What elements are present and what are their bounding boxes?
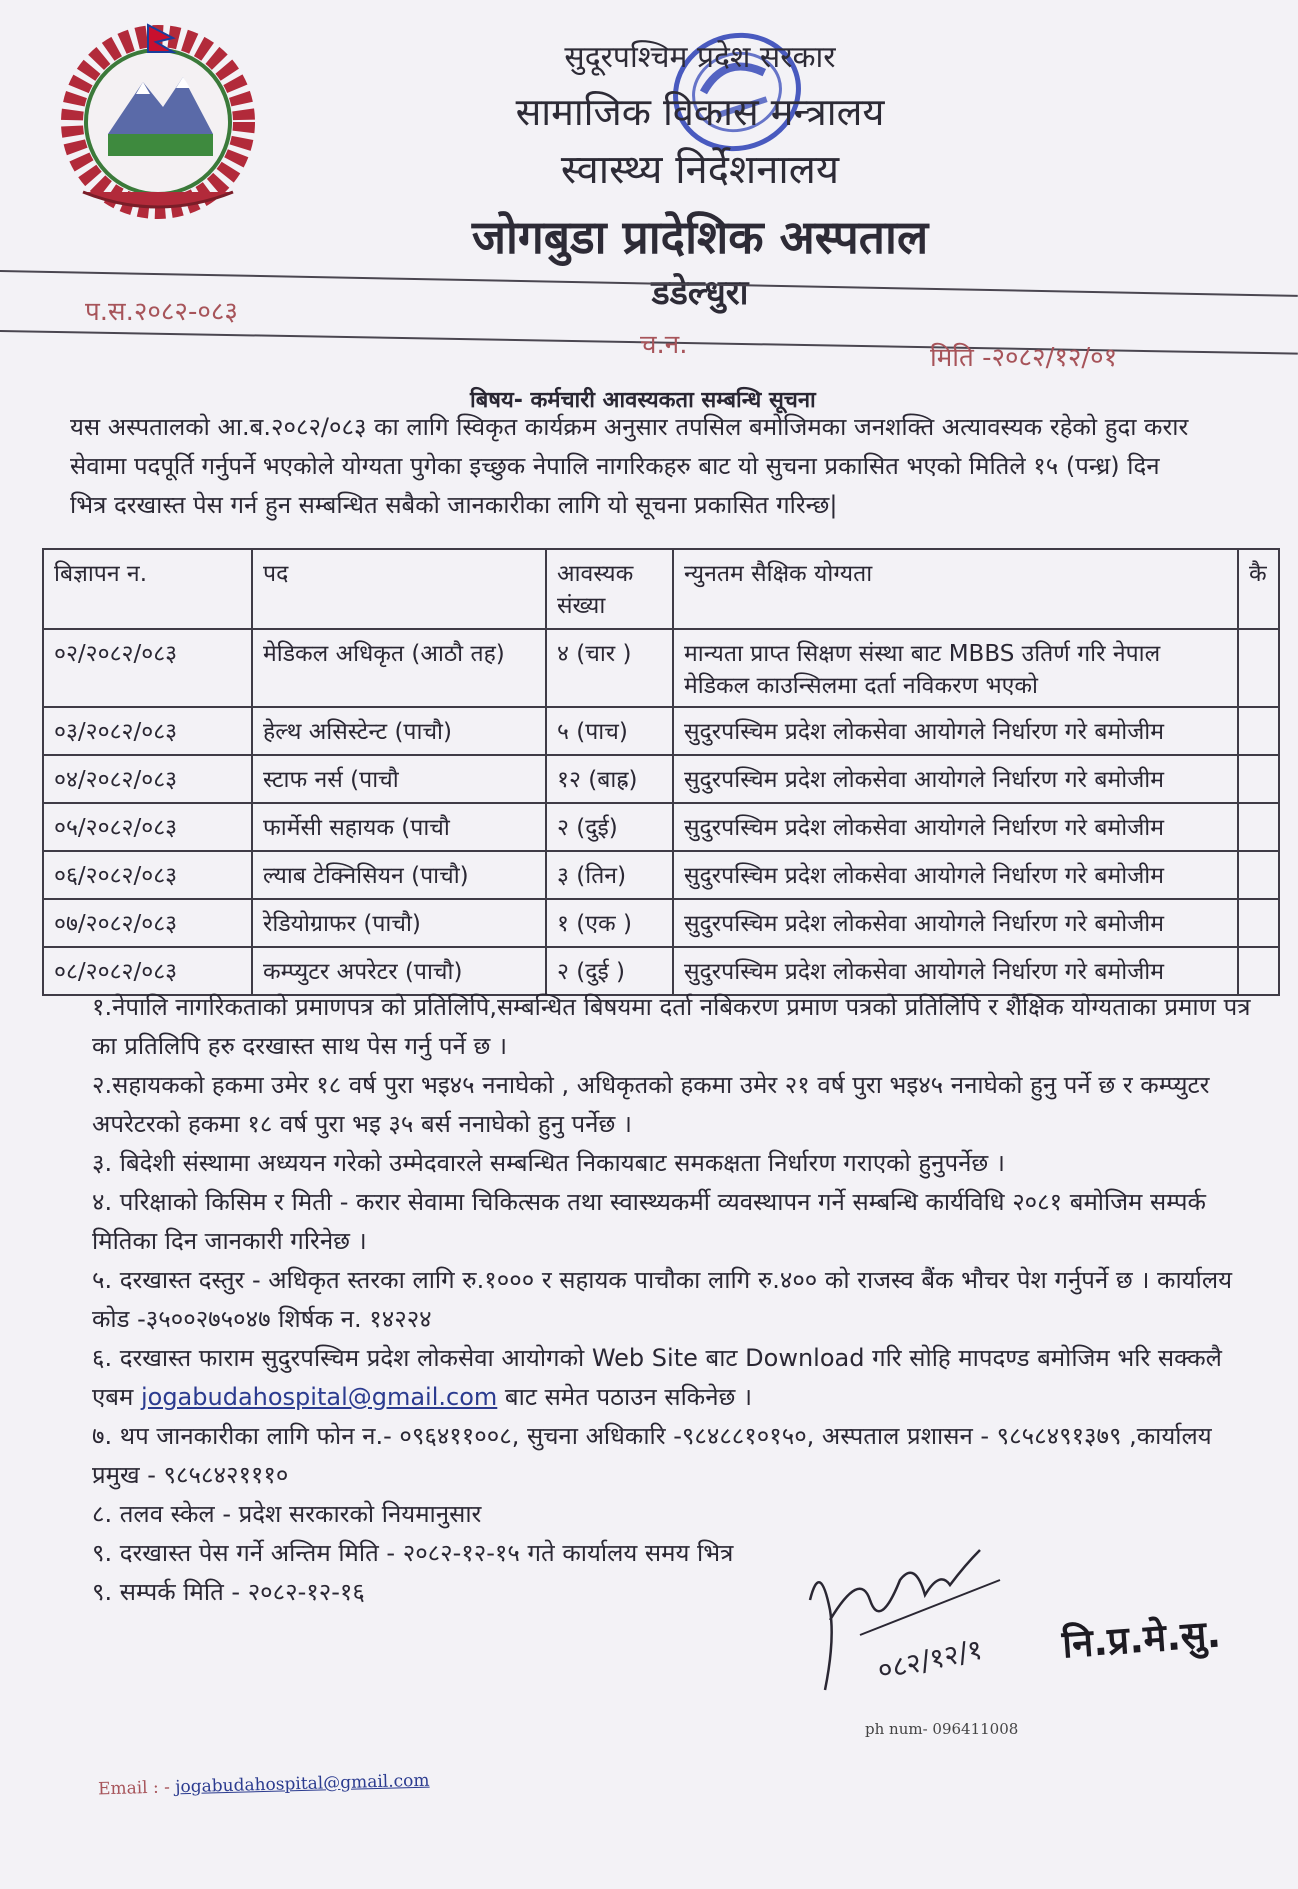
note-8: ८. तलव स्केल - प्रदेश सरकारको नियमानुसार [92,1500,482,1528]
advert-no-cell: ०७/२०८२/०८३ [43,899,252,947]
count-cell: १२ (बाह्र) [546,755,673,803]
remarks-cell [1238,755,1279,803]
count-cell: २ (दुई) [546,803,673,851]
hospital-name: जोगबुडा प्रादेशिक अस्पताल [471,210,929,264]
remarks-cell [1238,803,1279,851]
qualification-cell: सुदुरपस्चिम प्रदेश लोकसेवा आयोगले निर्धारण गरे बमोजीम [673,803,1238,851]
table-row [43,899,1279,947]
remarks-cell [1238,629,1279,707]
advert-no-cell: ०३/२०८२/०८३ [43,707,252,755]
footer-email [98,1771,430,1800]
qualification-cell: सुदुरपस्चिम प्रदेश लोकसेवा आयोगले निर्धारण गरे बमोजीम [673,899,1238,947]
post-cell: ल्याब टेक्निसियन (पाचौ) [252,851,546,899]
advert-no-cell: ०८/२०८२/०८३ [43,947,252,995]
footer-email-link[interactable]: jogabudahospital@gmail.com [175,1770,430,1798]
post-cell: कम्प्युटर अपरेटर (पाचौ) [252,947,546,995]
signature-date: ०८२/१२/१ [874,1632,986,1687]
footer-email-label: Email : - [97,1777,171,1800]
table-row [43,803,1279,851]
table-header-row [43,549,1279,629]
remarks-cell [1238,899,1279,947]
post-cell: हेल्थ असिस्टेन्ट (पाचौ) [252,707,546,755]
chalani-number: च.न. [640,330,688,360]
count-cell: ५ (पाच) [546,707,673,755]
count-cell: ४ (चार ) [546,629,673,707]
vacancy-table [42,548,1280,996]
handwritten-signature [800,1540,1010,1710]
table-row [43,851,1279,899]
note-6-text: ६. दरखास्त फाराम सुदुरपस्चिम प्रदेश लोकसेवा आयोगको Web Site बाट Download गरि सोहि मापदण्ड बमोजिम भरि सक्कलै एबम [92,1344,1222,1411]
table-row [43,755,1279,803]
note-1: १.नेपालि नागरिकताको प्रमाणपत्र को प्रतिलिपि,सम्बन्धित बिषयमा दर्ता नबिकरण प्रमाण पत्रको प्रतिलिपि र शैक्षिक योग्यताका प्रमाण पत्र का प्रतिलिपि हरु दरखास्त साथ पेस गर्नु पर्ने छ । [92,993,1251,1060]
count-cell: ३ (तिन) [546,851,673,899]
remarks-cell [1238,851,1279,899]
note-10: ९. सम्पर्क मिति - २०८२-१२-१६ [92,1578,365,1606]
post-cell: रेडियोग्राफर (पाचौ) [252,899,546,947]
post-cell: फार्मेसी सहायक (पाचौ [252,803,546,851]
notes-section [92,988,1262,1612]
qualification-cell: मान्यता प्राप्त सिक्षण संस्था बाट MBBS उतिर्ण गरि नेपाल मेडिकल काउन्सिलमा दर्ता नविकरण भएको [673,629,1238,707]
phone-number-stamp: ph num- 096411008 [865,1720,1019,1738]
note-5: ५. दरखास्त दस्तुर - अधिकृत स्तरका लागि रु.१००० र सहायक पाचौका लागि रु.४०० को राजस्व बैंक भौचर पेश गर्नुपर्ने छ । कार्यालय कोड -३५००२७५०४७ शिर्षक न. १४२२४ [92,1266,1233,1333]
advert-no-cell: ०५/२०८२/०८३ [43,803,252,851]
advert-no-cell: ०२/२०८२/०८३ [43,629,252,707]
header-province: सुदूरपश्चिम प्रदेश सरकार [564,40,836,75]
header-ministry: सामाजिक विकास मन्त्रालय [515,90,885,134]
note-2: २.सहायकको हकमा उमेर १८ वर्ष पुरा भइ४५ ननाघेको , अधिकृतको हकमा उमेर २१ वर्ष पुरा भइ४५ ननाघेको हुनु पर्ने छ र कम्प्युटर अपरेटरको हकमा १८ वर्ष पुरा भइ ३५ बर्स ननाघेको हुनु पर्नेछ । [92,1071,1210,1138]
col-header-count: आवस्यक संख्या [546,549,673,629]
office-seal-text: नि.प्र.मे.सु. [1060,1611,1223,1667]
col-header-qualification: न्युनतम सैक्षिक योग्यता [673,549,1238,629]
post-cell: मेडिकल अधिकृत (आठौ तह) [252,629,546,707]
nepal-emblem-icon [38,22,278,222]
table-row [43,629,1279,707]
col-header-post: पद [252,549,546,629]
notice-subject: बिषय- कर्मचारी आवस्यकता सम्बन्धि सूचना [470,388,816,413]
count-cell: २ (दुई ) [546,947,673,995]
notice-date: मिति -२०८२/१२/०१ [930,343,1118,373]
table-row [43,707,1279,755]
note-9: ९. दरखास्त पेस गर्ने अन्तिम मिति - २०८२-१२-१५ गते कार्यालय समय भित्र [92,1539,734,1567]
note-6-email-link[interactable]: jogabudahospital@gmail.com [140,1383,498,1411]
note-7: ७. थप जानकारीका लागि फोन न.- ०९६४११००८, सुचना अधिकारि -९८४८८१०१५०, अस्पताल प्रशासन - ९८५८४९१३७९ ,कार्यालय प्रमुख - ९८५८४२१११० [92,1422,1212,1489]
patra-sankhya: प.स.२०८२-०८३ [85,297,238,327]
district-name: डडेल्धुरा [651,273,749,313]
qualification-cell: सुदुरपस्चिम प्रदेश लोकसेवा आयोगले निर्धारण गरे बमोजीम [673,755,1238,803]
note-6 [92,1339,1262,1417]
count-cell: १ (एक ) [546,899,673,947]
remarks-cell [1238,707,1279,755]
post-cell: स्टाफ नर्स (पाचौ [252,755,546,803]
note-6-text-end: बाट समेत पठाउन सकिनेछ । [504,1383,753,1411]
note-4: ४. परिक्षाको किसिम र मिती - करार सेवामा चिकित्सक तथा स्वास्थ्यकर्मी व्यवस्थापन गर्ने सम्बन्धि कार्यविधि २०८१ बमोजिम सम्पर्क मितिका दिन जानकारी गरिनेछ । [92,1188,1206,1255]
col-header-advert-no: बिज्ञापन न. [43,549,252,629]
advert-no-cell: ०४/२०८२/०८३ [43,755,252,803]
advert-no-cell: ०६/२०८२/०८३ [43,851,252,899]
col-header-remarks: कै [1238,549,1279,629]
note-3: ३. बिदेशी संस्थामा अध्ययन गरेको उम्मेदवारले सम्बन्धित निकायबाट समकक्षता निर्धारण गराएको हुनुपर्नेछ । [92,1149,1005,1177]
qualification-cell: सुदुरपस्चिम प्रदेश लोकसेवा आयोगले निर्धारण गरे बमोजीम [673,851,1238,899]
qualification-cell: सुदुरपस्चिम प्रदेश लोकसेवा आयोगले निर्धारण गरे बमोजीम [673,947,1238,995]
header-directorate: स्वास्थ्य निर्देशनालय [560,147,840,193]
intro-paragraph: यस अस्पतालको आ.ब.२०८२/०८३ का लागि स्विकृत कार्यक्रम अनुसार तपसिल बमोजिमका जनशक्ति अत्यावस्यक रहेको हुदा करार सेवामा पदपूर्ति गर्नुपर्ने भएकोले योग्यता पुगेका इच्छुक नेपालि नागरिकहरु बाट यो सुचना प्रकासित भएको मितिले १५ (पन्ध्र) दिन भित्र दरखास्त पेस गर्न हुन सम्बन्धित सबैको जानकारीका लागि यो सूचना प्रकासित गरिन्छ| [70,413,1189,519]
qualification-cell: सुदुरपस्चिम प्रदेश लोकसेवा आयोगले निर्धारण गरे बमोजीम [673,707,1238,755]
